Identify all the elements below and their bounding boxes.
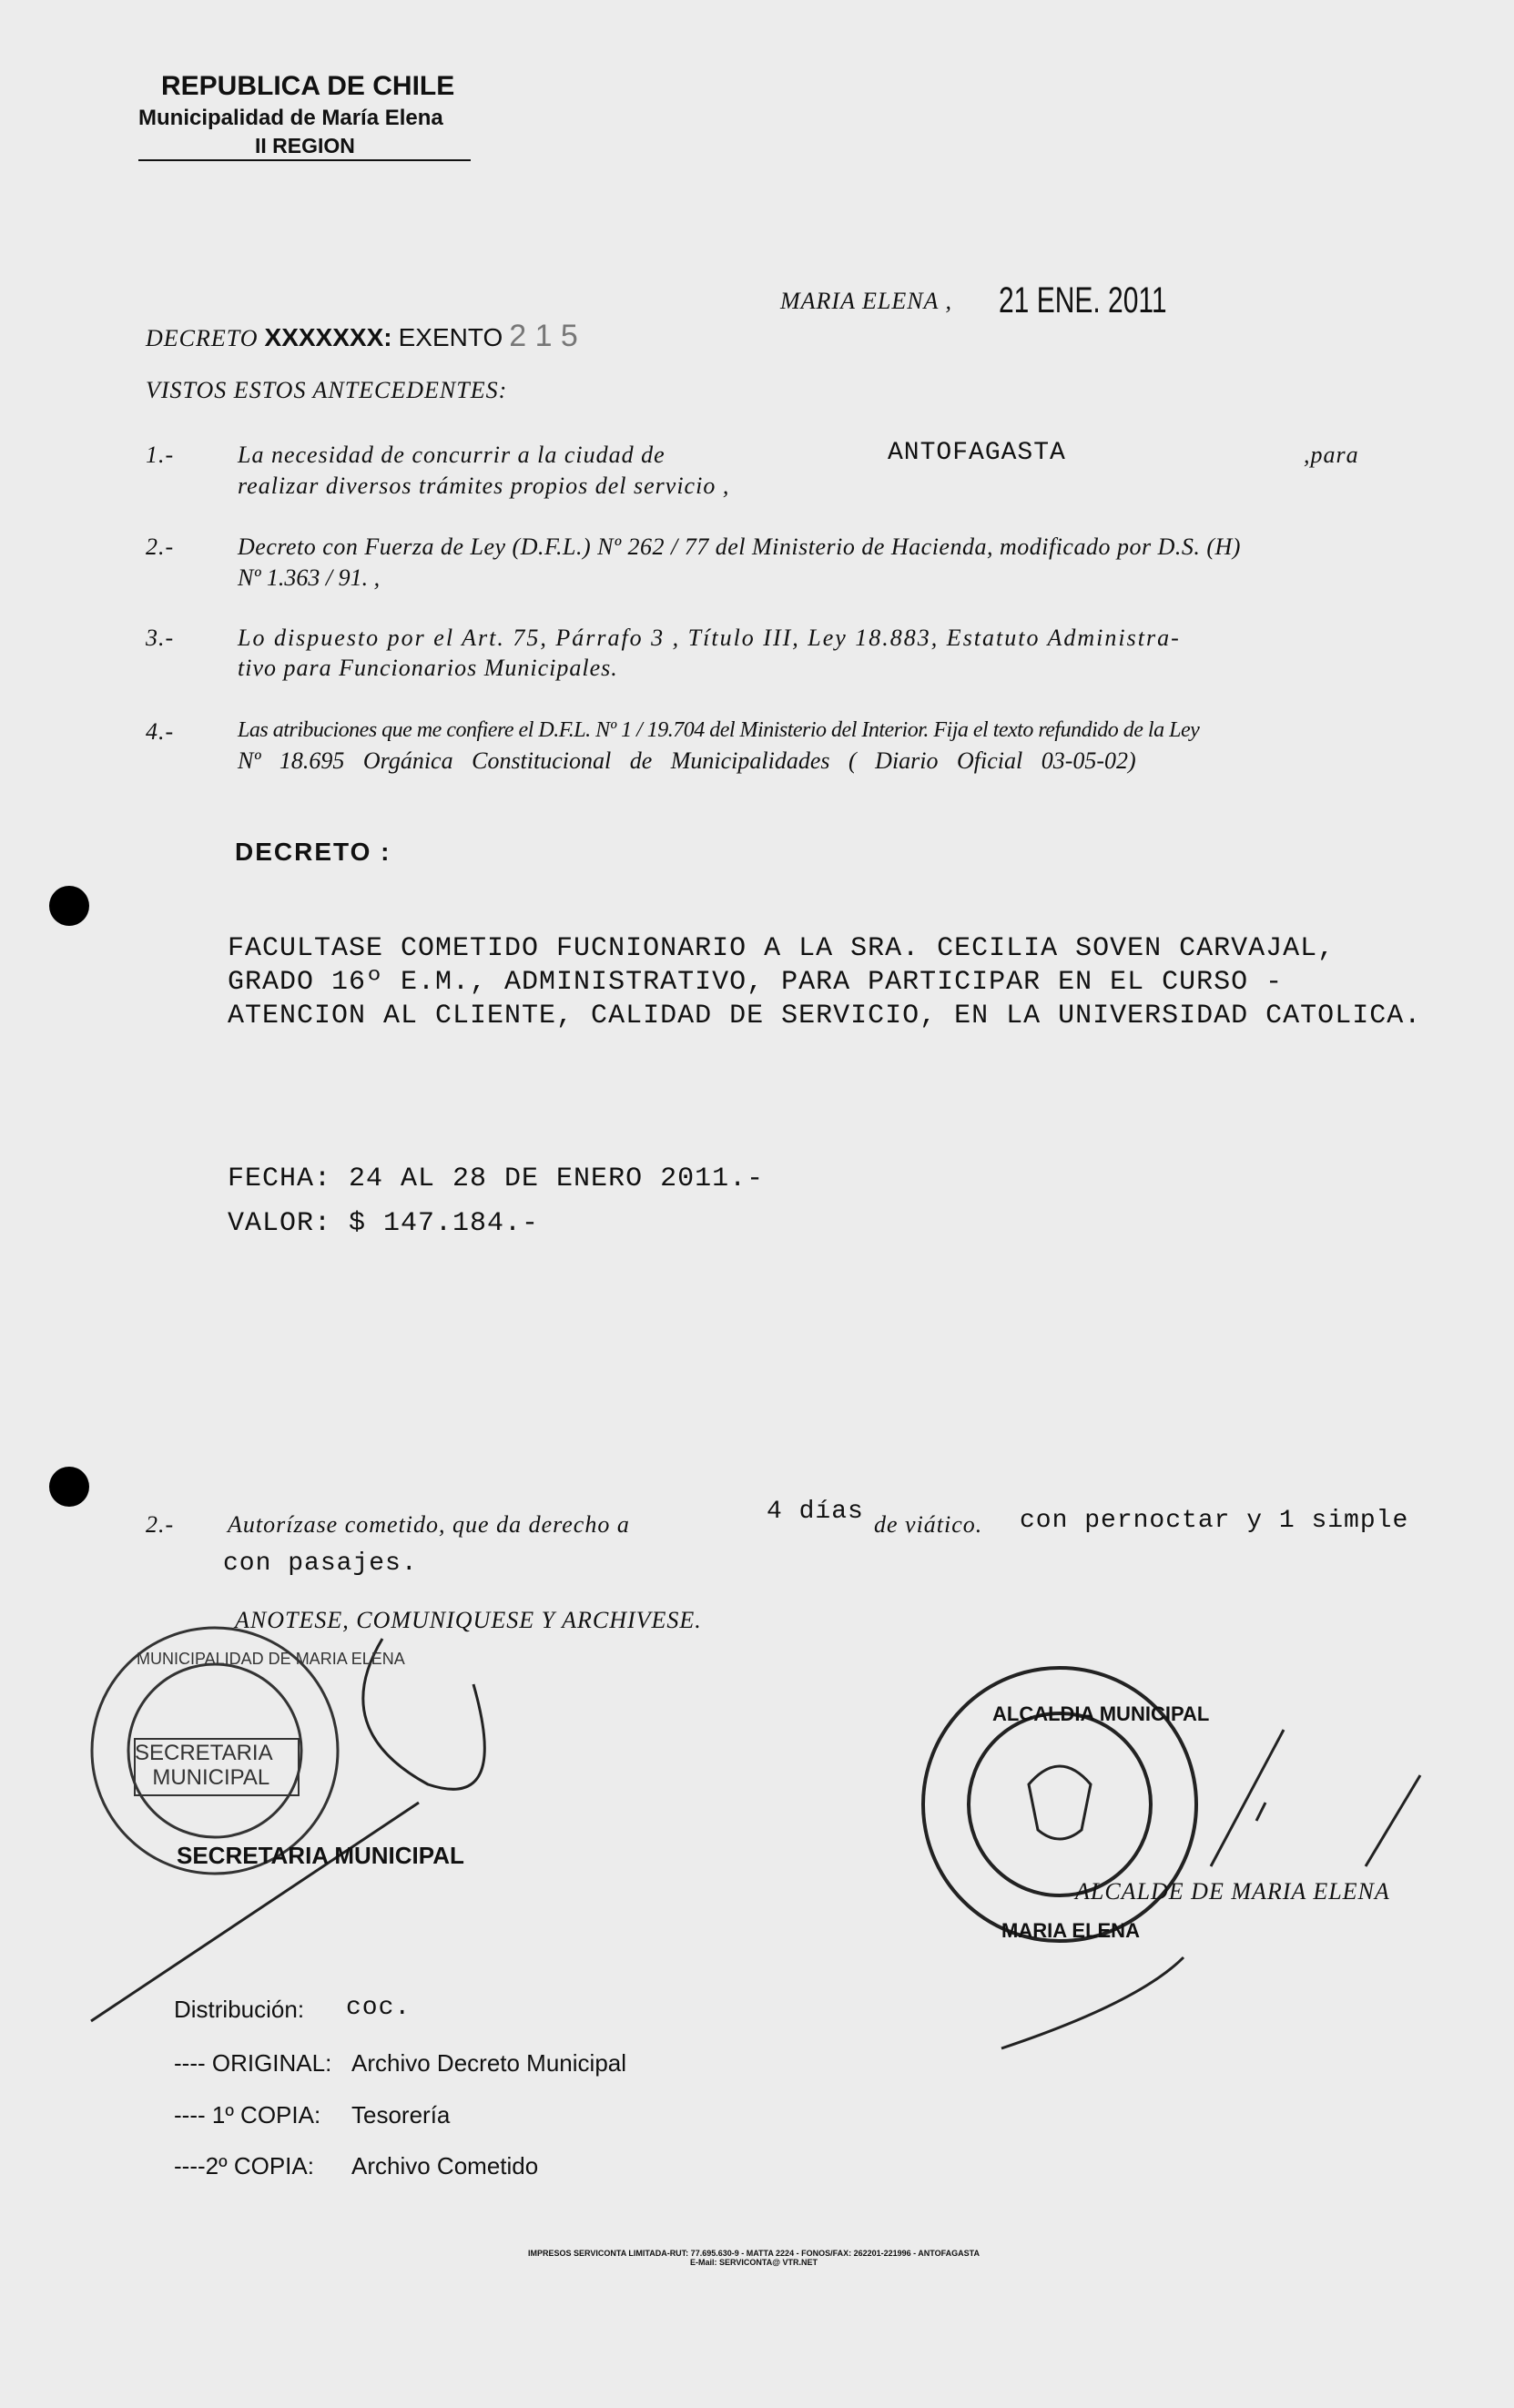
item-line: tivo para Funcionarios Municipales. bbox=[238, 655, 618, 681]
decreto-body-line: FACULTASE COMETIDO FUCNIONARIO A LA SRA. CECILIA SOVEN CARVAJAL, bbox=[228, 933, 1336, 964]
right-stamp-bottom-text: MARIA ELENA bbox=[1001, 1919, 1140, 1942]
stamp-text: SECRETARIA bbox=[135, 1741, 273, 1765]
item2-typed2: con pasajes. bbox=[223, 1549, 418, 1578]
item-city: ANTOFAGASTA bbox=[888, 439, 1066, 467]
decreto-body-line: GRADO 16º E.M., ADMINISTRATIVO, PARA PARTICIPAR EN EL CURSO - bbox=[228, 967, 1284, 998]
item-num: 2.- bbox=[146, 533, 175, 560]
stamp-text: MUNICIPAL bbox=[152, 1765, 270, 1790]
item2-text: de viático. bbox=[874, 1511, 983, 1538]
item-line: La necesidad de concurrir a la ciudad de bbox=[238, 442, 666, 468]
decreto-body-line: ATENCION AL CLIENTE, CALIDAD DE SERVICIO, EN LA UNIVERSIDAD CATOLICA. bbox=[228, 1001, 1422, 1031]
header-region: II REGION bbox=[255, 134, 355, 157]
decreto-title: DECRETO : bbox=[235, 838, 391, 866]
place: MARIA ELENA , bbox=[780, 288, 952, 314]
struck-text: XXXXXXX: bbox=[264, 323, 392, 351]
distribution-label: Distribución: bbox=[174, 1996, 305, 2023]
signature-left bbox=[91, 1639, 484, 2021]
footer-line: IMPRESOS SERVICONTA LIMITADA-RUT: 77.695.630-9 - MATTA 2224 - FONOS/FAX: 262201-221996 - ANTOFAGASTA bbox=[528, 2249, 980, 2258]
item-line: Nº 18.695 Orgánica Constitucional de Municipalidades ( Diario Oficial 03-05-02) bbox=[238, 747, 1136, 774]
decree-type: EXENTO bbox=[398, 323, 503, 351]
item2-typed: con pernoctar y 1 simple bbox=[1020, 1507, 1409, 1535]
closing: ANOTESE, COMUNIQUESE Y ARCHIVESE. bbox=[235, 1607, 702, 1633]
item-num: 1.- bbox=[146, 442, 175, 468]
item-line: Decreto con Fuerza de Ley (D.F.L.) Nº 262 / 77 del Ministerio de Hacienda, modificado por D.S. (H) bbox=[238, 533, 1241, 560]
left-stamp-ring-text: MUNICIPALIDAD DE MARIA ELENA bbox=[137, 1650, 405, 1668]
header-country: REPUBLICA DE CHILE bbox=[161, 71, 455, 101]
item-para: ,para bbox=[1304, 442, 1359, 468]
distribution-val: Tesorería bbox=[351, 2101, 451, 2129]
item2-days: 4 días bbox=[767, 1498, 864, 1526]
distribution-key: ----2º COPIA: bbox=[174, 2152, 314, 2179]
footer bbox=[526, 2249, 981, 2267]
footer-line: E-Mail: SERVICONTA@ VTR.NET bbox=[690, 2258, 818, 2267]
signature-left-label: SECRETARIA MUNICIPAL bbox=[177, 1842, 464, 1869]
item-num: 4.- bbox=[146, 718, 175, 745]
decree-number: 2 1 5 bbox=[509, 319, 578, 353]
item2-text: Autorízase cometido, que da derecho a bbox=[228, 1511, 630, 1538]
valor: VALOR: $ 147.184.- bbox=[228, 1208, 540, 1239]
distribution-val: Archivo Cometido bbox=[351, 2152, 539, 2179]
item-line: Nº 1.363 / 91. , bbox=[238, 564, 381, 591]
item-line: Lo dispuesto por el Art. 75, Párrafo 3 , Título III, Ley 18.883, Estatuto Administra- bbox=[238, 625, 1181, 651]
distribution-val: Archivo Decreto Municipal bbox=[351, 2049, 627, 2077]
fecha: FECHA: 24 AL 28 DE ENERO 2011.- bbox=[228, 1163, 765, 1194]
date-stamp: 21 ENE. 2011 bbox=[999, 280, 1167, 320]
item-line: realizar diversos trámites propios del servicio , bbox=[238, 472, 730, 499]
vistos-title: VISTOS ESTOS ANTECEDENTES: bbox=[146, 377, 508, 403]
distribution-key: ---- ORIGINAL: bbox=[174, 2049, 332, 2077]
decree-label: DECRETO bbox=[146, 325, 259, 351]
item-line: Las atribuciones que me confiere el D.F.L. Nº 1 / 19.704 del Ministerio del Interior. Fija el texto refundido de la Ley bbox=[238, 718, 1200, 742]
header-municipality: Municipalidad de María Elena bbox=[138, 106, 443, 130]
right-stamp-ring-text: ALCALDIA MUNICIPAL bbox=[992, 1702, 1210, 1725]
signature-right-label: ALCALDE DE MARIA ELENA bbox=[1075, 1878, 1390, 1905]
left-stamp-center bbox=[135, 1741, 273, 1790]
item2-num: 2.- bbox=[146, 1511, 175, 1538]
distribution-value: coc. bbox=[346, 1994, 412, 2022]
distribution-key: ---- 1º COPIA: bbox=[174, 2101, 321, 2129]
item-num: 3.- bbox=[146, 625, 175, 651]
